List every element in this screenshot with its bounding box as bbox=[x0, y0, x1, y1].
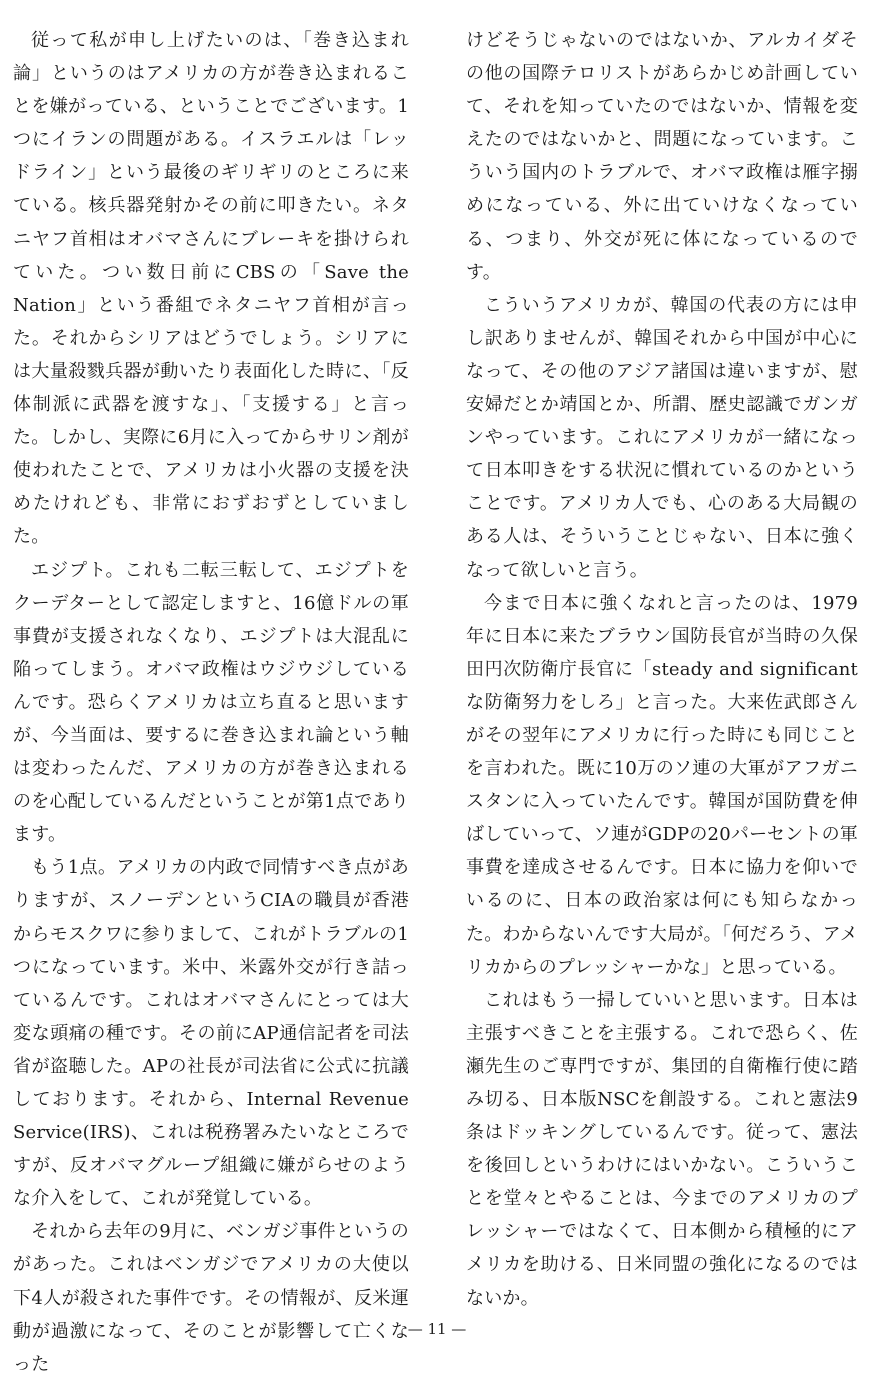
paragraph-continuation: けどそうじゃないのではないか、アルカイダその他の国際テロリストがあらかじめ計画していて、それを知っていたのではないか、情報を変えたのではないかと、問題になっています。こういう国内のトラブルで、オバマ政権は雁字搦めになっている、外に出ていけなくなっている、つまり、外交が死に体になっているのです。 bbox=[466, 30, 858, 283]
paragraph: もう1点。アメリカの内政で同情すべき点がありますが、スノーデンというCIAの職員が香港からモスクワに参りまして、これがトラブルの1つになっています。米中、米露外交が行き詰っているんです。これはオバマさんにとっては大変な頭痛の種です。その前にAP通信記者を司法省が盗聴した。APの社長が司法省に公式に抗議しております。それから、Internal Revenue Service(IRS)、これは税務署みたいなところですが、反オバマグループ組織に嫌がらせのような介入をして、これが発覚している。 bbox=[13, 857, 409, 1210]
paragraph: それから去年の9月に、ベンガジ事件というのがあった。これはベンガジでアメリカの大使以下4人が殺された事件です。その情報が、反米運動が過激になって、そのことが影響して亡くなった bbox=[13, 1221, 409, 1375]
paragraph: こういうアメリカが、韓国の代表の方には申し訳ありませんが、韓国それから中国が中心になって、その他のアジア諸国は違いますが、慰安婦だとか靖国とか、所謂、歴史認識でガンガンやっています。これにアメリカが一緒になって日本叩きをする状況に慣れているのかということです。アメリカ人でも、心のある大局観のある人は、そういうことじゃない、日本に強くなって欲しいと言う。 bbox=[466, 294, 858, 581]
paragraph: 従って私が申し上げたいのは、「巻き込まれ論」というのはアメリカの方が巻き込まれることを嫌がっている、ということでございます。1つにイランの問題がある。イスラエルは「レッドライン」という最後のギリギリのところに来ている。核兵器発射かその前に叩きたい。ネタニヤフ首相はオバマさんにブレーキを掛けられていた。つい数日前にCBSの「Save the Nation」という番組でネタニヤフ首相が言った。それからシリアはどうでしょう。シリアには大量殺戮兵器が動いたり表面化した時に、「反体制派に武器を渡すな」、「支援する」と言った。しかし、実際に6月に入ってからサリン剤が使われたことで、アメリカは小火器の支援を決めたけれども、非常におずおずとしていました。 bbox=[13, 30, 409, 548]
paragraph: 今まで日本に強くなれと言ったのは、1979年に日本に来たブラウン国防長官が当時の久保田円次防衛庁長官に「steady and significant な防衛努力をしろ」と言った。大来佐武郎さんがその翌年にアメリカに行った時にも同じことを言われた。既に10万のソ連の大軍がアフガニスタンに入っていたんです。韓国が国防費を伸ばしていって、ソ連がGDPの20パーセントの軍事費を達成させるんです。日本に協力を仰いでいるのに、日本の政治家は何にも知らなかった。わからないんです大局が。「何だろう、アメリカからのプレッシャーかな」と思っている。 bbox=[466, 592, 858, 978]
right-column bbox=[466, 24, 858, 1315]
left-column bbox=[13, 24, 409, 1381]
paragraph: エジプト。これも二転三転して、エジプトをクーデターとして認定しますと、16億ドルの軍事費が支援されなくなり、エジプトは大混乱に陥ってしまう。オバマ政権はウジウジしているんです。恐らくアメリカは立ち直ると思いますが、今当面は、要するに巻き込まれ論という軸は変わったんだ、アメリカの方が巻き込まれるのを心配しているんだということが第1点であります。 bbox=[13, 559, 409, 846]
page-number: — 11 — bbox=[407, 1320, 467, 1338]
paragraph: これはもう一掃していいと思います。日本は主張すべきことを主張する。これで恐らく、佐瀬先生のご専門ですが、集団的自衛権行使に踏み切る、日本版NSCを創設する。これと憲法9条はドッキングしているんです。従って、憲法を後回しというわけにはいかない。こういうことを堂々とやることは、今までのアメリカのプレッシャーではなくて、日本側から積極的にアメリカを助ける、日米同盟の強化になるのではないか。 bbox=[466, 989, 858, 1309]
